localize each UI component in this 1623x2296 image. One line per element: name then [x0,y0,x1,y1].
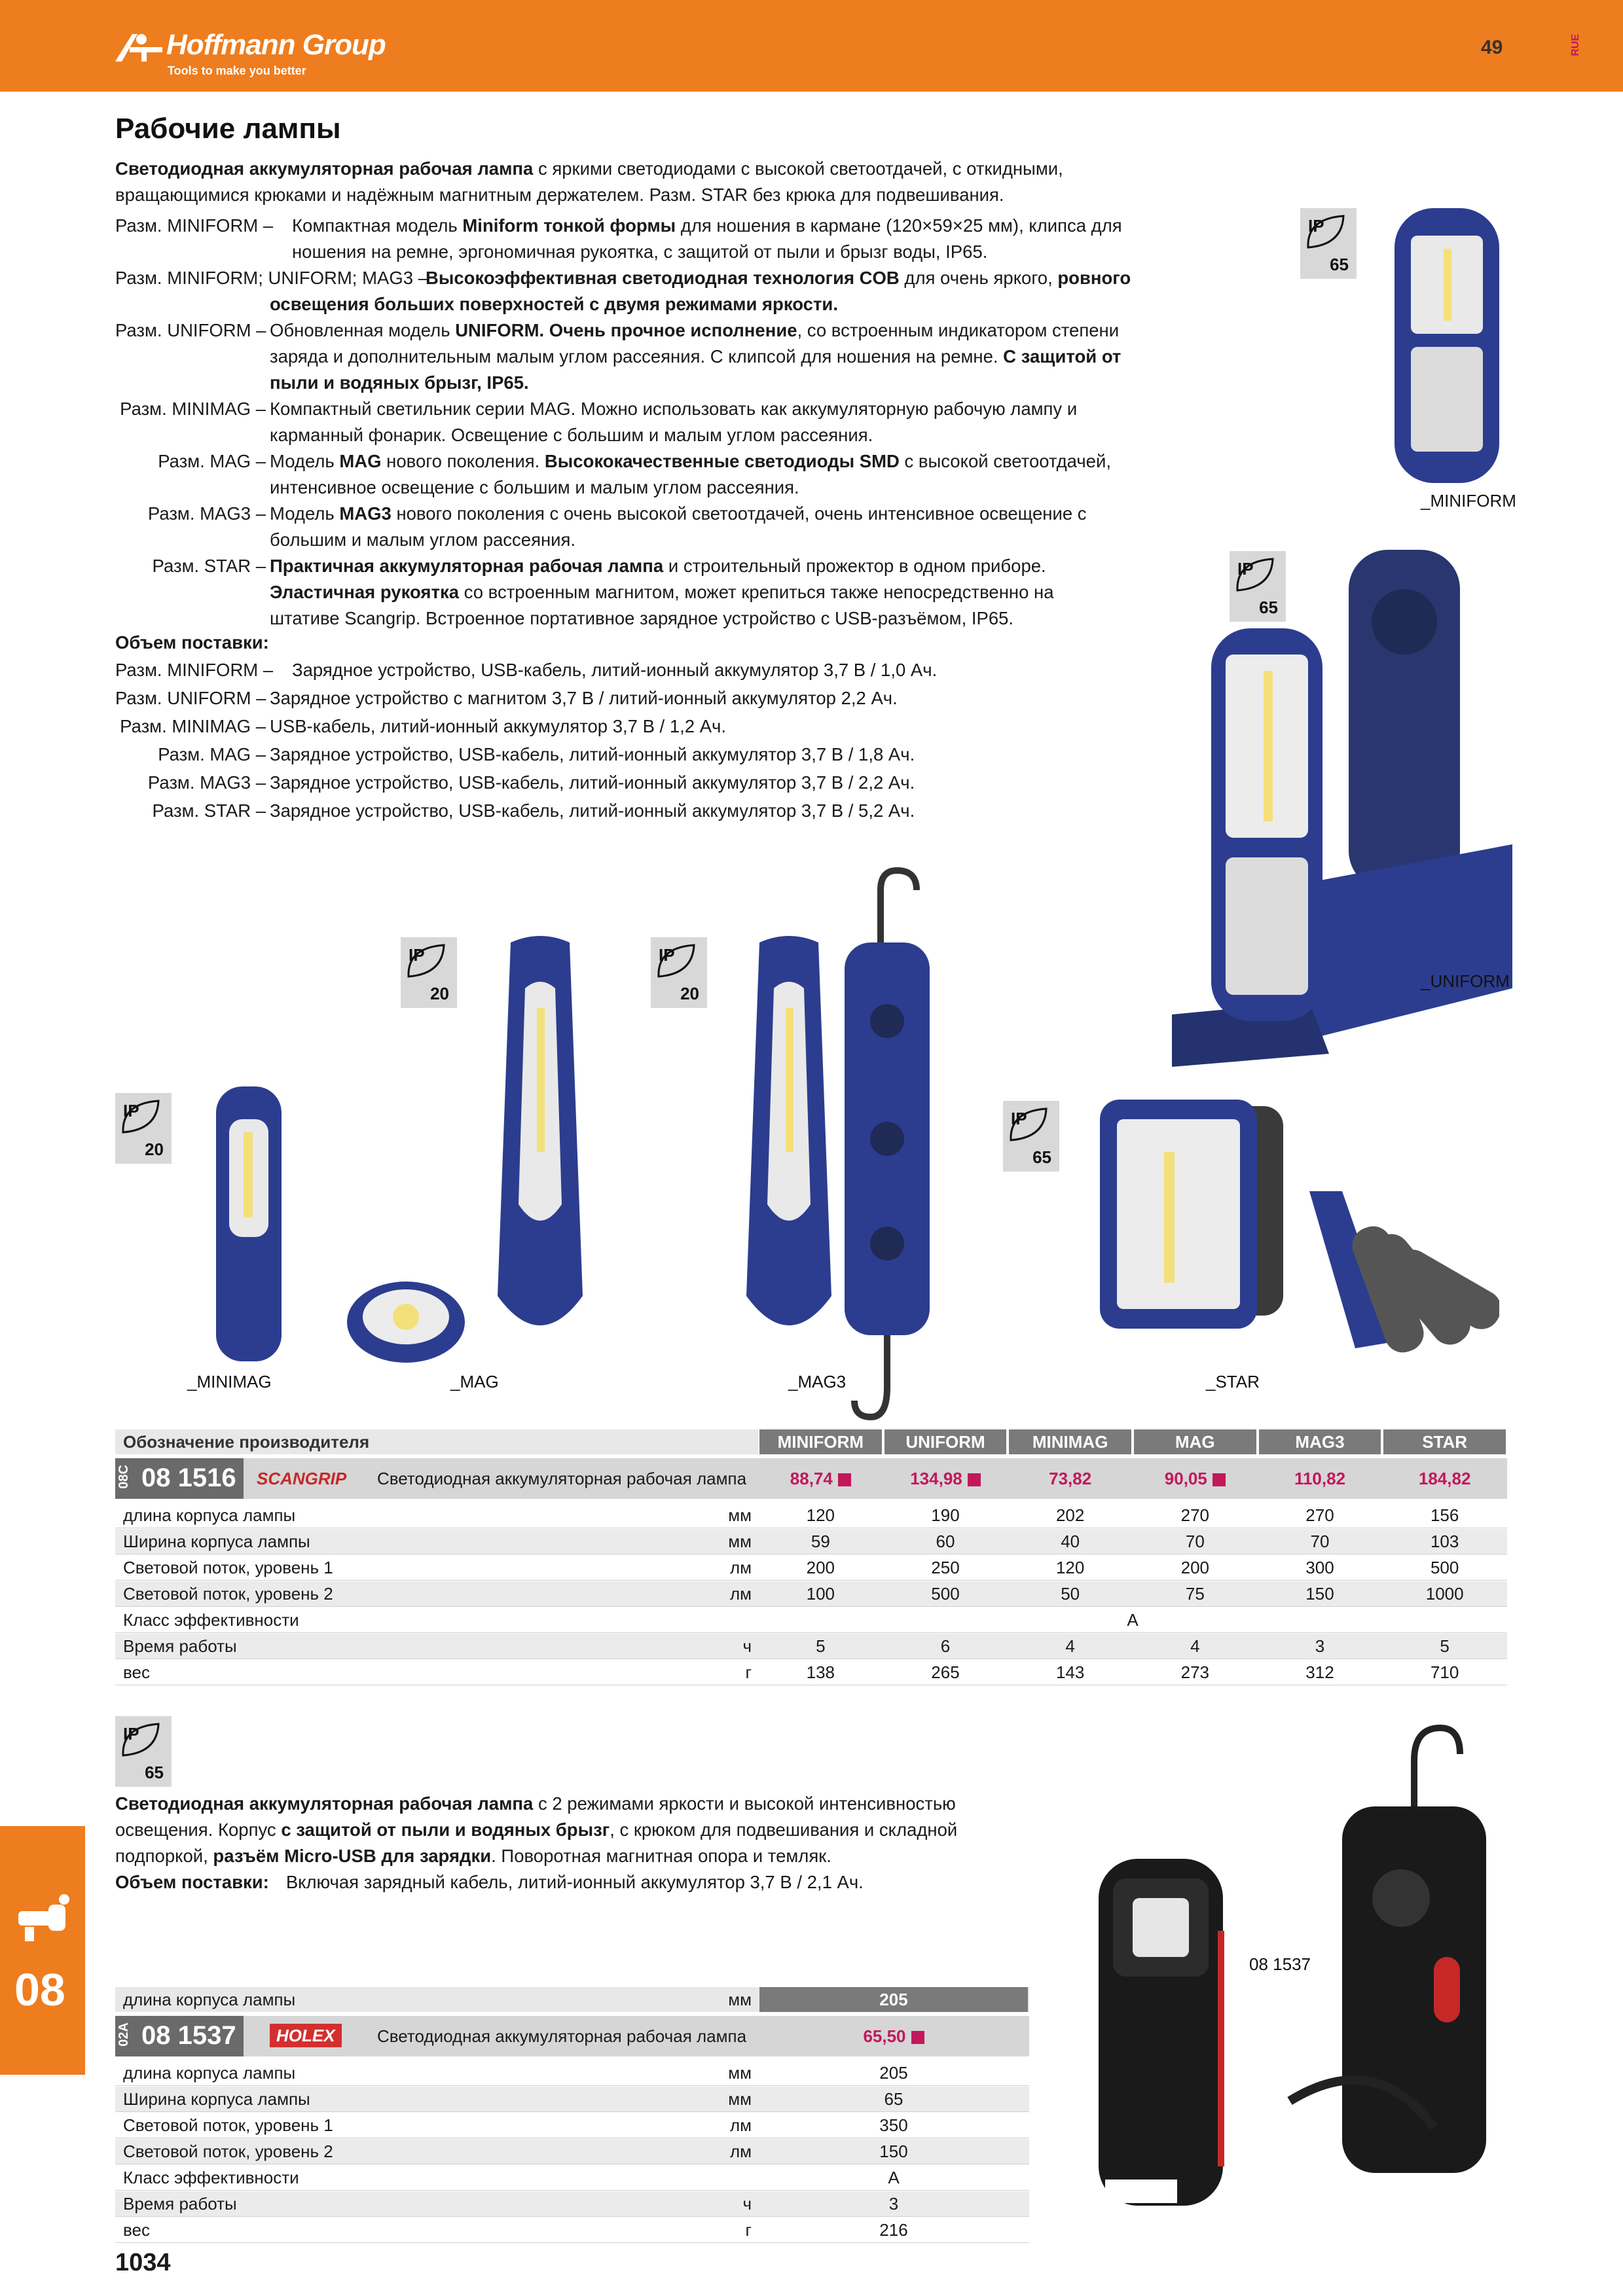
size-desc-line: ношения на ремне, эргономичная рукоятка, с защитой от пыли и брызг воды, IP65. [292,242,988,262]
row-unit: ч [742,1636,752,1656]
ip-badge-mag: IP 20 [401,937,457,1008]
row-label: вес [123,1662,150,1682]
table-header-unit: мм [728,1990,752,2009]
row-unit: мм [728,1532,752,1551]
row-value: 75 [1185,1584,1205,1604]
ip-badge-star: IP 65 [1003,1101,1059,1172]
size-desc-line: Модель MAG3 нового поколения с очень высокой светоотдачей, очень интенсивное освещение с [270,503,1087,524]
delivery-label: Разм. MAG – [158,744,266,764]
row-label: Время работы [123,2194,237,2214]
price-cell [883,1466,1008,1491]
price-value: 134,98 [910,1469,962,1488]
row-unit: ч [742,2194,752,2214]
size-label: Разм. MINIFORM; UNIFORM; MAG3 – [115,268,428,288]
delivery-text: Зарядное устройство, USB-кабель, литий-ионный аккумулятор 3,7 В / 1,0 Ач. [292,660,938,680]
row-label: Класс эффективности [123,1610,299,1630]
minimag-head-image [340,1270,471,1368]
row-value: 250 [931,1558,960,1577]
size-desc-line: Высокоэффективная светодиодная технология COB для очень яркого, ровного [426,268,1131,288]
row-value: 156 [1430,1505,1459,1525]
row-label: Ширина корпуса лампы [123,2089,310,2109]
ip-badge-minimag: IP 20 [115,1093,172,1164]
row-value: 50 [1061,1584,1080,1604]
caption-mag3: _MAG3 [788,1372,847,1391]
article-prefix: 02A [117,2022,131,2047]
row-value: 4 [1065,1636,1075,1656]
ip-badge-mag3: IP 20 [651,937,707,1008]
size-label: Разм. MAG – [158,451,266,471]
price-value: 110,82 [1294,1469,1346,1488]
row-label: Световой поток, уровень 2 [123,1584,333,1604]
row-value: 138 [806,1662,835,1682]
table-header-label: Обозначение производителя [115,1429,758,1454]
row-label: Световой поток, уровень 1 [123,2115,333,2135]
row-value: 150 [879,2142,908,2161]
row-value: 200 [806,1558,835,1577]
row-value: 312 [1305,1662,1334,1682]
delivery-text: Зарядное устройство с магнитом 3,7 В / литий-ионный аккумулятор 2,2 Ач. [270,688,898,708]
article-prefix: 08C [117,1465,131,1489]
row-value: 205 [879,2063,908,2083]
row-value: 710 [1430,1662,1459,1682]
page-header [0,0,1623,92]
caption-uniform: _UNIFORM [1421,971,1510,991]
caption-star: _STAR [1206,1372,1260,1391]
table-header-label: длина корпуса лампы [123,1990,296,2009]
row-value: 120 [1055,1558,1085,1577]
size-desc-line: Компактный светильник серии MAG. Можно использовать как аккумуляторную рабочую лампу и [270,399,1078,419]
row-unit: г [745,2220,752,2240]
row-unit: г [745,1662,752,1682]
row-value: 270 [1180,1505,1210,1525]
star-lamp-image [1093,1093,1499,1381]
price-value: 73,82 [1049,1469,1092,1488]
row-value: 190 [931,1505,960,1525]
section-title: Рабочие лампы [115,113,341,145]
size-desc-line: пыли и водяных брызг, IP65. [270,372,529,393]
size-desc-line: Обновленная модель UNIFORM. Очень прочное исполнение, со встроенным индикатором степени [270,320,1120,340]
size-desc-line: Модель MAG нового поколения. Высококачественные светодиоды SMD с высокой светоотдачей, [270,451,1111,471]
workshop-tool-icon [12,1892,72,1944]
row-value: 60 [936,1532,955,1551]
holex-lamp-image [1093,1721,1539,2212]
row-value: 40 [1061,1532,1080,1551]
size-label: Разм. STAR – [152,556,266,576]
row-value: 300 [1305,1558,1334,1577]
size-label: Разм. MINIMAG – [120,399,266,419]
article-number: 08 1537 [141,2021,236,2050]
row-value: 3 [1315,1636,1325,1656]
row-unit: лм [729,1584,752,1604]
row-value: 265 [931,1662,960,1682]
row-value: 273 [1180,1662,1210,1682]
mag3-lamp-back-image [831,864,943,1427]
row-unit: мм [728,1505,752,1525]
row-label: Световой поток, уровень 1 [123,1558,333,1577]
delivery-text: Зарядное устройство, USB-кабель, литий-ионный аккумулятор 3,7 В / 1,8 Ач. [270,744,915,764]
row-unit: лм [729,1558,752,1577]
row-label: вес [123,2220,150,2240]
brand-logo [115,25,390,77]
column-header: MINIFORM [759,1429,882,1454]
delivery-title: Объем поставки: [115,632,269,653]
caption-mag: _MAG [450,1372,499,1391]
row-value: 100 [806,1584,835,1604]
size-label: Разм. MAG3 – [147,503,266,524]
row-value: 270 [1305,1505,1334,1525]
row-value: 103 [1430,1532,1459,1551]
row-unit: мм [728,2089,752,2109]
brand-logo-scangrip: SCANGRIP [257,1469,347,1488]
row-value: 4 [1190,1636,1200,1656]
hoffmann-logo-icon [115,31,165,63]
holex-intro-line-3: подпоркой, разъём Micro-USB для зарядки. Поворотная магнитная опора и темляк. [115,1846,831,1866]
row-value: 70 [1310,1532,1330,1551]
size-desc-line: штативе Scangrip. Встроенное портативное зарядное устройство с USB-разъёмом, IP65. [270,608,1014,628]
size-desc-line: интенсивное освещение с большим и малым углом рассеяния. [270,477,799,497]
row-value: 70 [1185,1532,1205,1551]
delivery-text: Зарядное устройство, USB-кабель, литий-ионный аккумулятор 3,7 В / 2,2 Ач. [270,772,915,793]
price-value: 88,74 [790,1469,833,1488]
intro-line-1: Светодиодная аккумуляторная рабочая лампа с яркими светодиодами с высокой светоотдачей, с откидными, [115,158,1063,179]
size-desc-line: Эластичная рукоятка со встроенным магнитом, может крепиться также непосредственно на [270,582,1054,602]
delivery-label: Разм. MAG3 – [147,772,266,793]
article-number-box [115,1458,244,1499]
delivery-label: Разм. MINIFORM – [115,660,274,680]
price-cell [1133,1466,1258,1491]
holex-delivery: Объем поставки: Включая зарядный кабель, литий-ионный аккумулятор 3,7 В / 2,1 Ач. [115,1872,864,1892]
row-value: 120 [806,1505,835,1525]
row-value: 143 [1055,1662,1085,1682]
column-header: MAG3 [1259,1429,1381,1454]
delivery-text: Зарядное устройство, USB-кабель, литий-ионный аккумулятор 3,7 В / 5,2 Ач. [270,800,915,821]
size-desc-line: Практичная аккумуляторная рабочая лампа и строительный прожектор в одном приборе. [270,556,1046,576]
delivery-label: Разм. STAR – [152,800,266,821]
holex-intro-line-2: освещения. Корпус с защитой от пыли и водяных брызг, с крюком для подвешивания и складной [115,1820,958,1840]
row-value: 200 [1180,1558,1210,1577]
row-value: 150 [1305,1584,1334,1604]
row-merged-value: A [1127,1610,1139,1630]
article-number: 08 1516 [141,1463,236,1492]
column-header: MAG [1134,1429,1256,1454]
miniform-lamp-image [1381,203,1512,491]
row-value: 65 [884,2089,903,2109]
price-marker-icon [968,1473,981,1486]
row-value: 216 [879,2220,908,2240]
mag3-lamp-front-image [733,929,845,1348]
row-unit: лм [729,2115,752,2135]
row-value: 202 [1055,1505,1085,1525]
row-label: Время работы [123,1636,237,1656]
row-label: длина корпуса лампы [123,1505,296,1525]
product-name: Светодиодная аккумуляторная рабочая лампа [377,2026,747,2046]
column-header: UNIFORM [884,1429,1007,1454]
size-desc-line: освещения больших поверхностей с двумя режимами яркости. [270,294,838,314]
brand-logo-holex: HOLEX [270,2024,342,2047]
row-label: Ширина корпуса лампы [123,1532,310,1551]
row-value: A [888,2168,900,2187]
price-cell [1382,1466,1507,1491]
row-value: 3 [888,2194,899,2214]
brand-name: Hoffmann Group [166,29,386,61]
row-label: Класс эффективности [123,2168,299,2187]
ip-badge-holex: IP 65 [115,1716,172,1787]
delivery-label: Разм. MINIMAG – [120,716,266,736]
price-cell [758,2024,1029,2049]
price-value: 65,50 [863,2026,906,2046]
page-number-bottom: 1034 [115,2249,171,2276]
holex-intro-line-1: Светодиодная аккумуляторная рабочая лампа с 2 режимами яркости и высокой интенсивностью [115,1793,956,1814]
size-label: Разм. MINIFORM – [115,215,274,236]
row-label: длина корпуса лампы [123,2063,296,2083]
page-number-top: 49 [1481,37,1503,58]
column-header: STAR [1383,1429,1506,1454]
caption-miniform: _MINIFORM [1421,491,1516,511]
brand-tagline: Tools to make you better [168,64,306,77]
row-label: Световой поток, уровень 2 [123,2142,333,2161]
chapter-number: 08 [14,1964,65,2015]
row-value: 6 [940,1636,951,1656]
price-value: 184,82 [1418,1469,1471,1488]
caption-minimag: _MINIMAG [187,1372,272,1391]
price-cell [758,1466,883,1491]
price-marker-icon [838,1473,851,1486]
size-desc-line: карманный фонарик. Освещение с большим и малым углом рассеяния. [270,425,873,445]
size-desc-line: большим и малым углом рассеяния. [270,529,576,550]
row-value: 500 [1430,1558,1459,1577]
language-code: RUE [1570,34,1581,56]
chapter-tab [0,1826,85,2075]
row-value: 1000 [1425,1584,1464,1604]
minimag-lamp-image [210,1080,288,1368]
ip-badge-miniform: IP 65 [1300,208,1357,279]
row-unit: лм [729,2142,752,2161]
price-value: 90,05 [1164,1469,1207,1488]
price-cell [1008,1466,1133,1491]
column-header: MINIMAG [1009,1429,1131,1454]
column-header: 205 [759,1987,1028,2012]
ip-badge-uniform: IP 65 [1230,551,1286,622]
caption-holex: 08 1537 [1249,1954,1311,1974]
price-marker-icon [1213,1473,1226,1486]
size-label: Разм. UNIFORM – [115,320,266,340]
delivery-label: Разм. UNIFORM – [115,688,266,708]
row-value: 59 [811,1532,830,1551]
price-marker-icon [911,2031,924,2044]
delivery-text: USB-кабель, литий-ионный аккумулятор 3,7 В / 1,2 Ач. [270,716,727,736]
price-cell [1258,1466,1383,1491]
row-value: 350 [879,2115,908,2135]
size-desc-line: Компактная модель Miniform тонкой формы для ношения в кармане (120×59×25 мм), клипса для [292,215,1122,236]
article-number-box [115,2016,244,2056]
row-unit: мм [728,2063,752,2083]
mag-lamp-image [484,929,596,1348]
product-name: Светодиодная аккумуляторная рабочая лампа [377,1469,747,1488]
row-value: 5 [1440,1636,1450,1656]
intro-line-2: вращающимися крюками и надёжным магнитным держателем. Разм. STAR без крюка для подвешивания. [115,185,1004,205]
row-value: 500 [931,1584,960,1604]
size-desc-line: заряда и дополнительным малым углом рассеяния. С клипсой для ношения на ремне. С защитой от [270,346,1122,367]
row-value: 5 [816,1636,826,1656]
